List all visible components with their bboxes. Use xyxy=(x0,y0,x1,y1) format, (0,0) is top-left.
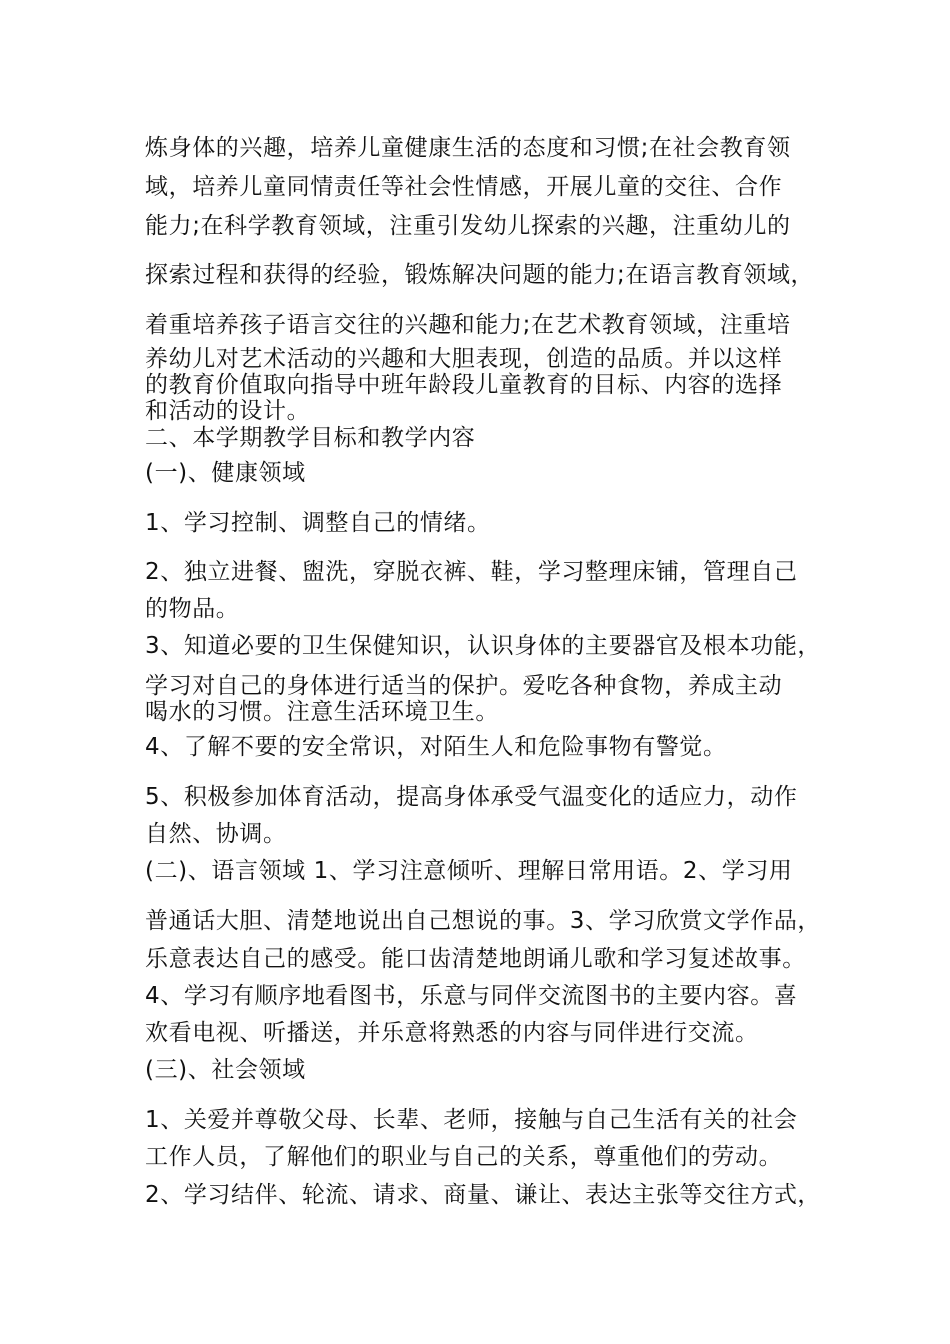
text-line: 的物品。 xyxy=(145,596,240,622)
text-line: 域，培养儿童同情责任等社会性情感，开展儿童的交往、合作 xyxy=(145,174,783,200)
text-line: 能力;在科学教育领域，注重引发幼儿探索的兴趣，注重幼儿的 xyxy=(145,213,791,239)
text-line: 探索过程和获得的经验，锻炼解决问题的能力;在语言教育领域， xyxy=(145,262,815,288)
text-line: 和活动的设计。 xyxy=(145,398,311,424)
text-line: 自然、协调。 xyxy=(145,821,287,847)
list-item: 5、积极参加体育活动，提高身体承受气温变化的适应力，动作 xyxy=(145,784,798,810)
text-line: 喝水的习惯。注意生活环境卫生。 xyxy=(145,699,499,725)
subsection-heading: (二)、语言领域 1、学习注意倾听、理解日常用语。2、学习用 xyxy=(145,858,793,884)
subsection-heading: (一)、健康领域 xyxy=(145,460,306,486)
text-line: 工作人员，了解他们的职业与自己的关系，尊重他们的劳动。 xyxy=(145,1144,783,1170)
list-item: 1、学习控制、调整自己的情绪。 xyxy=(145,510,491,536)
text-line: 欢看电视、听播送，并乐意将熟悉的内容与同伴进行交流。 xyxy=(145,1020,759,1046)
text-line: 养幼儿对艺术活动的兴趣和大胆表现，创造的品质。并以这样 xyxy=(145,346,783,372)
text-line: 着重培养孩子语言交往的兴趣和能力;在艺术教育领域，注重培 xyxy=(145,312,791,338)
text-line: 的教育价值取向指导中班年龄段儿童教育的目标、内容的选择 xyxy=(145,372,783,398)
text-line: 学习对自己的身体进行适当的保护。爱吃各种食物，养成主动 xyxy=(145,673,783,699)
list-item: 3、知道必要的卫生保健知识，认识身体的主要器官及根本功能， xyxy=(145,633,822,659)
text-line: 炼身体的兴趣，培养儿童健康生活的态度和习惯;在社会教育领 xyxy=(145,135,791,161)
list-item: 2、学习结伴、轮流、请求、商量、谦让、表达主张等交往方式， xyxy=(145,1182,822,1208)
text-line: 乐意表达自己的感受。能口齿清楚地朗诵儿歌和学习复述故事。 xyxy=(145,946,806,972)
subsection-heading: (三)、社会领域 xyxy=(145,1057,306,1083)
list-item: 4、学习有顺序地看图书，乐意与同伴交流图书的主要内容。喜 xyxy=(145,983,798,1009)
list-item: 1、关爱并尊敬父母、长辈、老师，接触与自己生活有关的社会 xyxy=(145,1107,798,1133)
list-item: 4、了解不要的安全常识，对陌生人和危险事物有警觉。 xyxy=(145,734,727,760)
text-line: 普通话大胆、清楚地说出自己想说的事。3、学习欣赏文学作品， xyxy=(145,908,822,934)
list-item: 2、独立进餐、盥洗，穿脱衣裤、鞋，学习整理床铺，管理自己 xyxy=(145,559,798,585)
section-heading: 二、本学期教学目标和教学内容 xyxy=(145,425,476,451)
